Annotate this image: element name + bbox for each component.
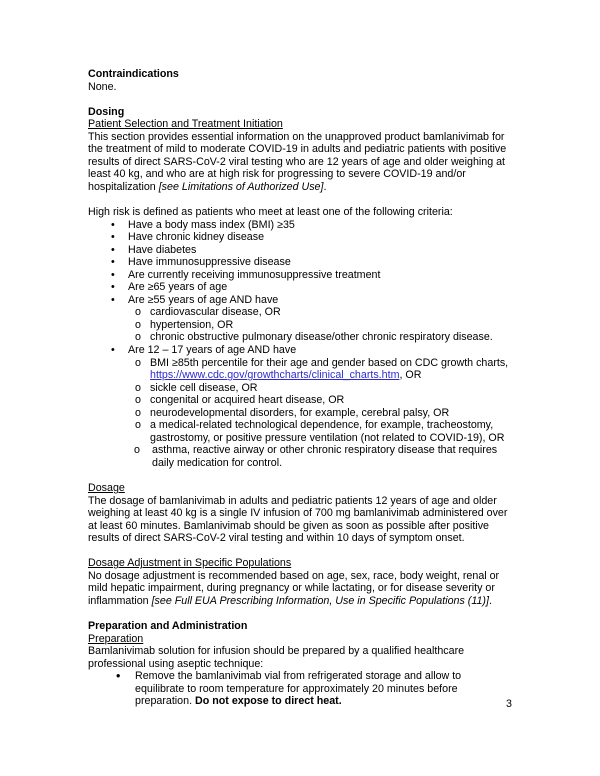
list-item-label: congenital or acquired heart disease, OR [150, 394, 345, 407]
bullet-circle-icon: o [135, 406, 141, 419]
bullet-circle-icon: o [134, 444, 140, 457]
list-item [88, 319, 512, 332]
list-item-label: cardiovascular disease, OR [150, 306, 281, 319]
list-item-label: chronic obstructive pulmonary disease/other chronic respiratory disease. [150, 331, 493, 344]
list-item [88, 231, 512, 244]
spacer [88, 545, 512, 558]
bullet-icon: • [111, 281, 115, 294]
list-item [88, 394, 512, 407]
heading-dosing: Dosing [88, 105, 125, 118]
list-item [88, 294, 512, 307]
dosing-paragraph-1-text: This section provides essential information on the unapproved product bamlanivimab for the treatment of mild to moderate COVID-19 in adults and pediatric patients with positive results of direct SARS-CoV-2 viral testing who are 12 years of age and older weighing at least 40 kg, and who are at high risk for progressing to severe COVID-19 and/or hospitalization [88, 130, 507, 193]
subheading-patient-selection: Patient Selection and Treatment Initiation [88, 118, 283, 131]
bmi-criteria-suffix: , OR [399, 369, 422, 382]
list-item [88, 444, 512, 469]
preparation-step-warning: Do not expose to direct heat. [195, 695, 342, 708]
high-risk-criteria-list [88, 219, 512, 307]
list-item [88, 331, 512, 344]
list-item-label: Are ≥65 years of age [128, 281, 228, 294]
preparation-step-text: Remove the bamlanivimab vial from refrigerated storage and allow to equilibrate to room temperature for approximately 20 minutes before preparation. [135, 670, 462, 708]
list-item-label: neurodevelopmental disorders, for example, cerebral palsy, OR [150, 406, 450, 419]
age-55-sublist [88, 306, 512, 344]
list-item-label: Are ≥55 years of age AND have [128, 293, 279, 306]
list-item [88, 419, 512, 444]
contraindications-body: None. [88, 80, 117, 93]
dosing-paragraph-1-citation: [see Limitations of Authorized Use] [158, 180, 324, 193]
dosage-body: The dosage of bamlanivimab in adults and pediatric patients 12 years of age and older weighing at least 40 kg is a single IV infusion of 700 mg bamlanivimab administered over at least 60 minutes. Bamlanivimab should be given as soon as possible after positive results of direct SARS-CoV-2 viral testing and within 10 days of symptom onset. [88, 494, 508, 545]
heading-contraindications: Contraindications [88, 68, 179, 80]
list-item [88, 219, 512, 232]
list-item [88, 306, 512, 319]
list-item-label: Have a body mass index (BMI) ≥35 [128, 218, 295, 231]
list-item-label: hypertension, OR [150, 318, 234, 331]
bullet-circle-icon: o [135, 419, 141, 432]
heading-preparation-administration: Preparation and Administration [88, 620, 248, 633]
bullet-circle-icon: o [135, 331, 141, 344]
dosage-adjustment-body [88, 570, 512, 608]
dosing-paragraph-1-period: . [323, 180, 327, 193]
bullet-icon: • [111, 231, 115, 244]
list-item-label: Have chronic kidney disease [128, 231, 265, 244]
list-item-label: a medical-related technological dependence, for example, tracheostomy, gastrostomy, or positive pressure ventilation (not related to COVID-19), OR [150, 419, 505, 444]
bullet-circle-icon: o [135, 394, 141, 407]
age-12-17-criteria [88, 344, 512, 357]
bullet-circle-icon: o [135, 318, 141, 331]
list-item [88, 382, 512, 395]
list-item [88, 281, 512, 294]
bullet-icon: • [116, 668, 121, 683]
spacer [88, 470, 512, 483]
list-item-label: Are 12 – 17 years of age AND have [128, 344, 297, 357]
list-item [88, 256, 512, 269]
subheading-preparation: Preparation [88, 632, 144, 645]
list-item [88, 344, 512, 357]
bullet-circle-icon: o [135, 381, 141, 394]
bullet-icon: • [111, 293, 115, 306]
page-number: 3 [506, 698, 512, 710]
dosage-adjustment-period: . [488, 594, 492, 607]
age-12-17-sublist [88, 357, 512, 470]
bmi-criteria-text: BMI ≥85th percentile for their age and gender based on CDC growth charts, [150, 356, 509, 369]
bullet-icon: • [111, 243, 115, 256]
spacer [88, 608, 512, 621]
list-item-label: Are currently receiving immunosuppressive treatment [128, 268, 381, 281]
cdc-growth-charts-link[interactable]: https://www.cdc.gov/growthcharts/clinical_charts.htm [150, 369, 400, 382]
bullet-circle-icon: o [135, 356, 141, 369]
bullet-icon: • [111, 256, 115, 269]
subheading-dosage-adjustment: Dosage Adjustment in Specific Populations [88, 557, 292, 570]
subheading-dosage: Dosage [88, 482, 125, 495]
preparation-intro: Bamlanivimab solution for infusion should be prepared by a qualified healthcare professional using aseptic technique: [88, 645, 465, 670]
list-item [88, 407, 512, 420]
dosage-adjustment-citation: [see Full EUA Prescribing Information, Use in Specific Populations (11)] [151, 594, 489, 607]
spacer [88, 193, 512, 206]
list-item [88, 244, 512, 257]
list-item-label: Have immunosuppressive disease [128, 256, 291, 269]
bullet-circle-icon: o [135, 306, 141, 319]
spacer [88, 93, 512, 106]
list-item-label: Have diabetes [128, 243, 197, 256]
bullet-icon: • [111, 218, 115, 231]
dosing-paragraph-1 [88, 131, 512, 194]
page-content [88, 68, 512, 708]
list-item-bmi [88, 357, 512, 382]
list-item-label: sickle cell disease, OR [150, 381, 258, 394]
list-item [88, 269, 512, 282]
list-item-label: asthma, reactive airway or other chronic respiratory disease that requires daily medication for control. [152, 444, 498, 469]
bullet-icon: • [111, 268, 115, 281]
bullet-icon: • [111, 344, 115, 357]
dosage-adjustment-text: No dosage adjustment is recommended based on age, sex, race, body weight, renal or mild hepatic impairment, during pregnancy or while lactating, or for disease severity or inflammation [88, 569, 500, 607]
high-risk-intro: High risk is defined as patients who meet at least one of the following criteria: [88, 206, 453, 219]
